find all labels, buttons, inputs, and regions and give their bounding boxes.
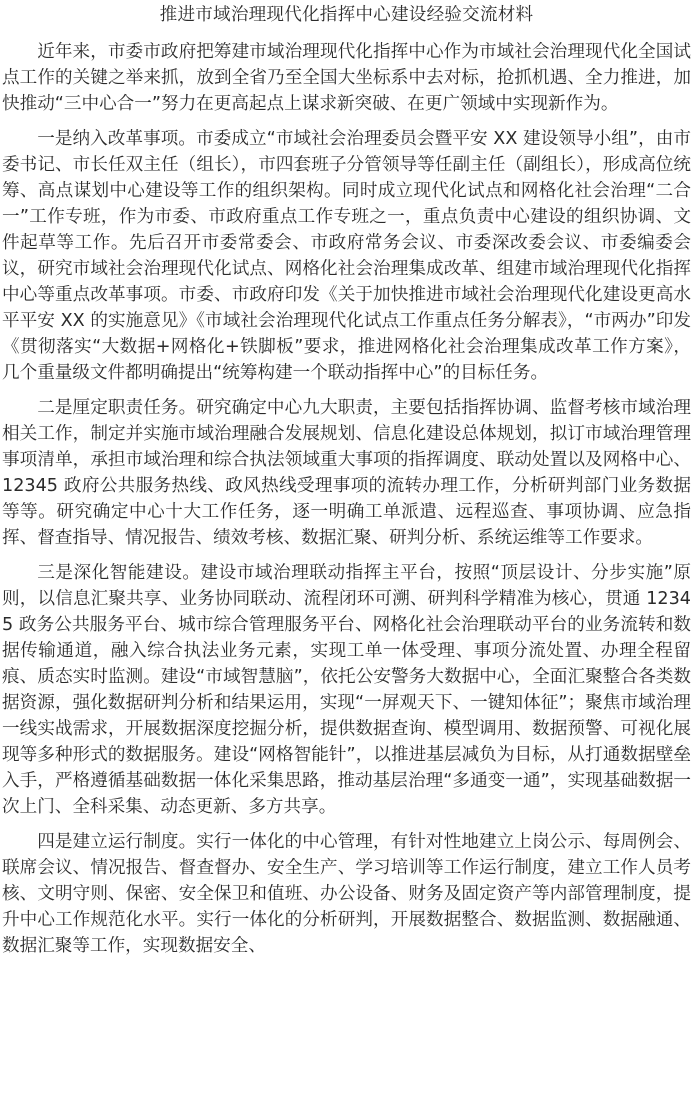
paragraph-reform-items: 一是纳入改革事项。市委成立“市域社会治理委员会暨平安 XX 建设领导小组”，由市委书记、市长任双主任（组长），市四套班子分管领导等任副主任（副组长），形成高位统筹、高点谋划中心建设等工作的组织架构。同时成立现代化试点和网格化社会治理“二合一”工作专班，作为市委、市政府重点工作专班之一，重点负责中心建设的组织协调、文件起草等工作。先后召开市委常委会、市政府常务会议、市委深改委会议、市委编委会议，研究市域社会治理现代化试点、网格化社会治理集成改革、组建市域治理现代化指挥中心等重点改革事项。市委、市政府印发《关于加快推进市域社会治理现代化建设更高水平平安 XX 的实施意见》《市域社会治理现代化试点工作重点任务分解表》，“市两办”印发《贯彻落实“大数据+网格化+铁脚板”要求，推进网格化社会治理集成改革工作方案》，几个重量级文件都明确提出“统筹构建一个联动指挥中心”的目标任务。 <box>2 129 691 383</box>
paragraph-duties-tasks: 二是厘定职责任务。研究确定中心九大职责，主要包括指挥协调、监督考核市域治理相关工作，制定并实施市域治理融合发展规划、信息化建设总体规划，拟订市域治理管理事项清单，承担市域治理和综合执法领域重大事项的指挥调度、联动处置以及网格中心、12345 政府公共服务热线、政风热线受理事项的流转办理工作，分析研判部门业务数据等等。研究确定中心十大工作任务，逐一明确工单派遣、远程巡查、事项协调、应急指挥、督查指导、情况报告、绩效考核、数据汇聚、研判分析、系统运维等工作要求。 <box>2 398 691 548</box>
paragraph-operation-system: 四是建立运行制度。实行一体化的中心管理，有针对性地建立上岗公示、每周例会、联席会议、情况报告、督查督办、安全生产、学习培训等工作运行制度，建立工作人员考核、文明守则、保密、安全保卫和值班、办公设备、财务及固定资产等内部管理制度，提升中心工作规范化水平。实行一体化的分析研判，开展数据整合、数据监测、数据融通、数据汇聚等工作，实现数据安全、 <box>2 832 691 956</box>
document-title: 推进市域治理现代化指挥中心建设经验交流材料 <box>159 5 534 25</box>
paragraph-intro: 近年来，市委市政府把筹建市域治理现代化指挥中心作为市域社会治理现代化全国试点工作的关键之举来抓，放到全省乃至全国大坐标系中去对标，抢抓机遇、全力推进，加快推动“三中心合一”努力在更高起点上谋求新突破、在更广领域中实现新作为。 <box>2 42 691 114</box>
paragraph-smart-construction: 三是深化智能建设。建设市域治理联动指挥主平台，按照“顶层设计、分步实施”原则，以信息汇聚共享、业务协同联动、流程闭环可溯、研判科学精准为核心，贯通 12345 政务公共服务平台、城市综合管理服务平台、网格化社会治理联动平台的业务流转和数据传输通道，融入综合执法业务元素，实现工单一体受理、事项分流处置、办理全程留痕、质态实时监测。建设“市域智慧脑”，依托公安警务大数据中心，全面汇聚整合各类数据资源，强化数据研判分析和结果运用，实现“一屏观天下、一键知体征”；聚焦市域治理一线实战需求，开展数据深度挖掘分析，提供数据查询、模型调用、数据预警、可视化展现等多种形式的数据服务。建设“网格智能针”，以推进基层减负为目标，从打通数据壁垒入手，严格遵循基础数据一体化采集思路，推动基层治理“多通变一通”，实现基础数据一次上门、全科采集、动态更新、多方共享。 <box>2 563 691 817</box>
